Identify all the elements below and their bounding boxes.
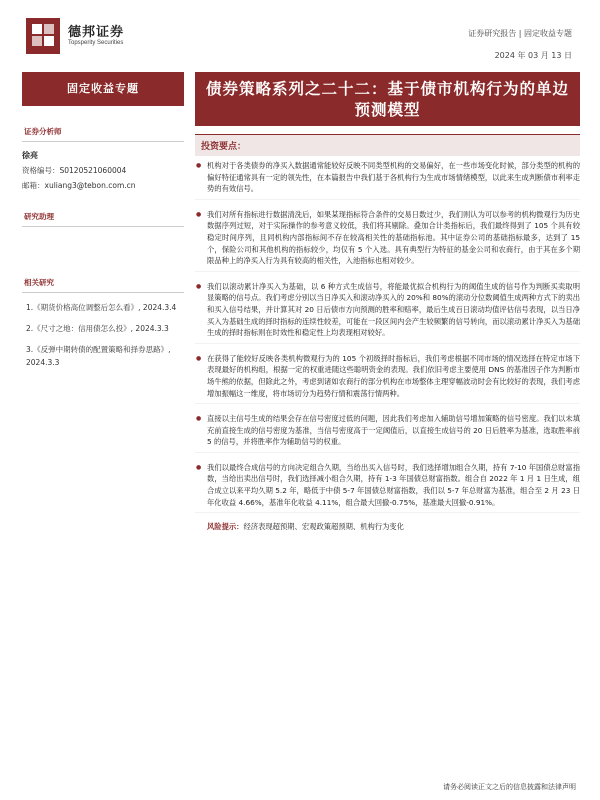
key-point: ● 我们以最终合成信号的方向决定组合久期，当给出买入信号时，我们选择增加组合久期，持有 7-10 年国债总财富指数，当给出卖出信号时，我们选择减小组合久期，持有 1-3 年国债总财富指数。组合自 2022 年 1 月 1 日生成，组合成立以来平均久期 5.2 年，略低于中债 5-7 年国债总财富指数，我们以 5-7 年总财富为基准，组合至 2 月 23 日年化收益 4.66%，基准年化收益 4.11%，组合最大回撤-0.75%，基准最大回撤-0.91%。 [195, 462, 580, 513]
related-list [22, 301, 184, 369]
report-title: 债券策略系列之二十二：基于债市机构行为的单边预测模型 [195, 72, 580, 126]
report-type: 证券研究报告 | 固定收益专题 [468, 29, 572, 38]
key-points-heading: 投资要点： [195, 134, 580, 156]
category-banner: 固定收益专题 [22, 72, 184, 106]
key-point: ● 直接以主信号生成的结果会存在信号密度过低的问题，因此我们考虑加入辅助信号增加策略的信号密度。我们以未填充前直接生成的信号密度为基准，当信号密度高于一定阈值后，以直接生成信号的 20 日后胜率为基准，选取胜率前 5 的信号，并将胜率作为辅助信号的权重。 [195, 413, 580, 453]
risk-warning [195, 522, 580, 532]
assistant-section-title: 研究助理 [22, 207, 184, 227]
key-point: ● 我们对所有指标进行数据清洗后，如果某现指标符合条件的交易日数过少，我们则认为可以参考的机构微观行为历史数据序列过短，对于实际操作的参考意义较低，我们将其剔除。叠加合计类指标后，我们最终得到了 105 个具有较稳定时间序列，且同机构内部指标间不存在较高相关性的基础指标池。其中证券公司的基础指标最多，达到了 15 个，保险公司和其他机构的指标较少，均仅有 5 个入选。具有典型行为特征的基金公司和农商行，由于其在多个期限品种上的净买入行为具有较高的相关性，入池指标也相对较少。 [195, 209, 580, 272]
analyst-certificate: 资格编号：S0120521060004 [22, 166, 127, 175]
key-point: ● 在获得了能较好反映各类机构微观行为的 105 个初级择时指标后，我们考虑根据不同市场的情况选择在特定市场下表现最好的机构组，根据一定的权重进随这些聪明资金的表现。我们依旧考虑主要使用 DNS 的基准因子作为判断市场牛熊的依据，但除此之外，考虑到诸如农商行的部分机构在市场整体主理穿幅波动时会有比较好的表现，我们考虑增加振幅这一维度，将市场切分为趋势行情和震荡行情两种。 [195, 353, 580, 404]
risk-label: 风险提示： [207, 522, 244, 532]
report-header [0, 0, 600, 62]
related-item[interactable]: 2.《尺寸之地：信用债怎么投》, 2024.3.3 [26, 324, 169, 333]
report-date: 2024 年 03 月 13 日 [494, 51, 572, 60]
related-section-title: 相关研究 [22, 273, 184, 293]
analyst-section-title: 证券分析师 [22, 122, 184, 142]
analyst-name: 徐亮 [22, 151, 38, 160]
logo-name: 德邦证券 [68, 25, 125, 40]
related-item[interactable]: 3.《反弹中期转债的配置策略和择券思路》, 2024.3.3 [26, 345, 171, 367]
key-point: ● 我们以滚动累计净买入为基础，以 6 种方式生成信号，将能最优拟合机构行为的阈值生成的信号作为判断买卖取明显策略的信号点。我们考虑分别以当日净买入和滚动净买入的 20%和 80%的滚动分位数阈值生成两种方式下的卖出和买入信号结果，并计算其对 20 日后债市方向预测的胜率和赔率，最后生成百日滚动均值评估信号表现，以当日净买入为基础生成的择时指标的连续性较差，可能在一段区间内会产生较频繁的信号转向，而以滚动累计净买入为基础生成的择时指标则在时效性和稳定性上均表现相对较好。 [195, 281, 580, 344]
key-points-list [195, 160, 580, 513]
sidebar [22, 72, 184, 377]
analyst-email[interactable]: 邮箱：xuliang3@tebon.com.cn [22, 181, 136, 190]
key-point: ● 机构对于各类债券的净买入数据通常能较好反映不同类型机构的交易偏好，在一些市场变化时候，部分类型的机构的偏好特征通常具有一定的领先性，在本篇报告中我们基于各机构行为生成市场情绪模型，以此来生成判断债市利率走势的有效信号。 [195, 160, 580, 200]
footer-disclaimer: 请务必阅读正文之后的信息披露和法律声明 [443, 783, 576, 791]
logo-icon [26, 18, 60, 54]
related-item[interactable]: 1.《期货价格高位调整后怎么看》, 2024.3.4 [26, 303, 177, 312]
risk-text: 经济表现超预期、宏观政策超预期、机构行为变化 [243, 522, 405, 532]
logo-english-name: Topsperity Securities [68, 40, 124, 46]
main-content [195, 72, 580, 532]
